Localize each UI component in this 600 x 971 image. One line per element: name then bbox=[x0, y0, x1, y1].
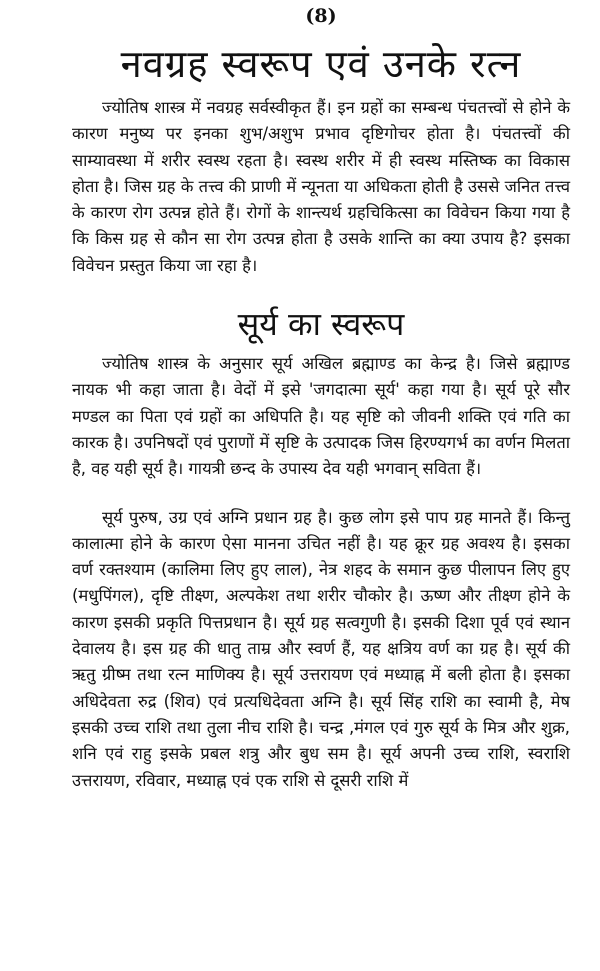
intro-paragraph: ज्योतिष शास्त्र में नवग्रह सर्वस्वीकृत हैं। इन ग्रहों का सम्बन्ध पंचतत्त्वों से होने के कारण मनुष्य पर इनका शुभ/अशुभ प्रभाव दृष्टिगोचर होता है। पंचतत्त्वों की साम्यावस्था में शरीर स्वस्थ रहता है। स्वस्थ शरीर में ही स्वस्थ मस्तिष्क का विकास होता है। जिस ग्रह के तत्त्व की प्राणी में न्यूनता या अधिकता होती है उससे जनित तत्त्व के कारण रोग उत्पन्न होते हैं। रोगों के शान्त्यर्थ ग्रहचिकित्सा का विवेचन किया गया है कि किस ग्रह से कौन सा रोग उत्पन्न होता है उसके शान्ति का क्या उपाय है? इसका विवेचन प्रस्तुत किया जा रहा है। bbox=[72, 98, 570, 275]
page-number: (8) bbox=[305, 5, 337, 27]
section-heading: सूर्य का स्वरूप bbox=[237, 305, 405, 344]
body-paragraph: सूर्य पुरुष, उग्र एवं अग्नि प्रधान ग्रह है। कुछ लोग इसे पाप ग्रह मानते हैं। किन्तु कालात्मा होने के कारण ऐसा मानना उचित नहीं है। यह क्रूर ग्रह अवश्य है। इसका वर्ण रक्तश्याम (कालिमा लिए हुए लाल), नेत्र शहद के समान कुछ पीलापन लिए हुए (मधुपिंगल), दृष्टि तीक्ष्ण, अल्पकेश तथा शरीर चौकोर है। ऊष्ण और तीक्ष्ण होने के कारण इसकी प्रकृति पित्तप्रधान है। सूर्य ग्रह सत्वगुणी है। इसकी दिशा पूर्व एवं स्थान देवालय है। इस ग्रह की धातु ताम्र और स्वर्ण हैं, यह क्षत्रिय वर्ण का ग्रह है। सूर्य की ऋतु ग्रीष्म तथा रत्न माणिक्य है। सूर्य उत्तरायण एवं मध्याह्न में बली होता है। इसका अधिदेवता रुद्र (शिव) एवं प्रत्यधिदेवता अग्नि है। सूर्य सिंह राशि का स्वामी है, मेष इसकी उच्च राशि तथा तुला नीच राशि है। चन्द्र ,मंगल एवं गुरु सूर्य के मित्र और शुक्र, शनि एवं राहु इसके प्रबल शत्रु और बुध सम है। सूर्य अपनी उच्च राशि, स्वराशि उत्तरायण, रविवार, मध्याह्न एवं एक राशि से दूसरी राशि में bbox=[72, 507, 570, 790]
body-paragraph: ज्योतिष शास्त्र के अनुसार सूर्य अखिल ब्रह्माण्ड का केन्द्र है। जिसे ब्रह्माण्ड नायक भी कहा जाता है। वेदों में इसे 'जगदात्मा सूर्य' कहा गया है। सूर्य पूरे सौर मण्डल का पिता एवं ग्रहों का अधिपति है। यह सृष्टि को जीवनी शक्ति एवं गति का कारक है। उपनिषदों एवं पुराणों में सृष्टि के उत्पादक जिस हिरण्यगर्भ का वर्णन मिलता है, वह यही सूर्य है। गायत्री छन्द के उपास्य देव यही भगवान् सविता हैं। bbox=[72, 354, 570, 479]
page-title: नवग्रह स्वरूप एवं उनके रत्न bbox=[120, 42, 522, 86]
